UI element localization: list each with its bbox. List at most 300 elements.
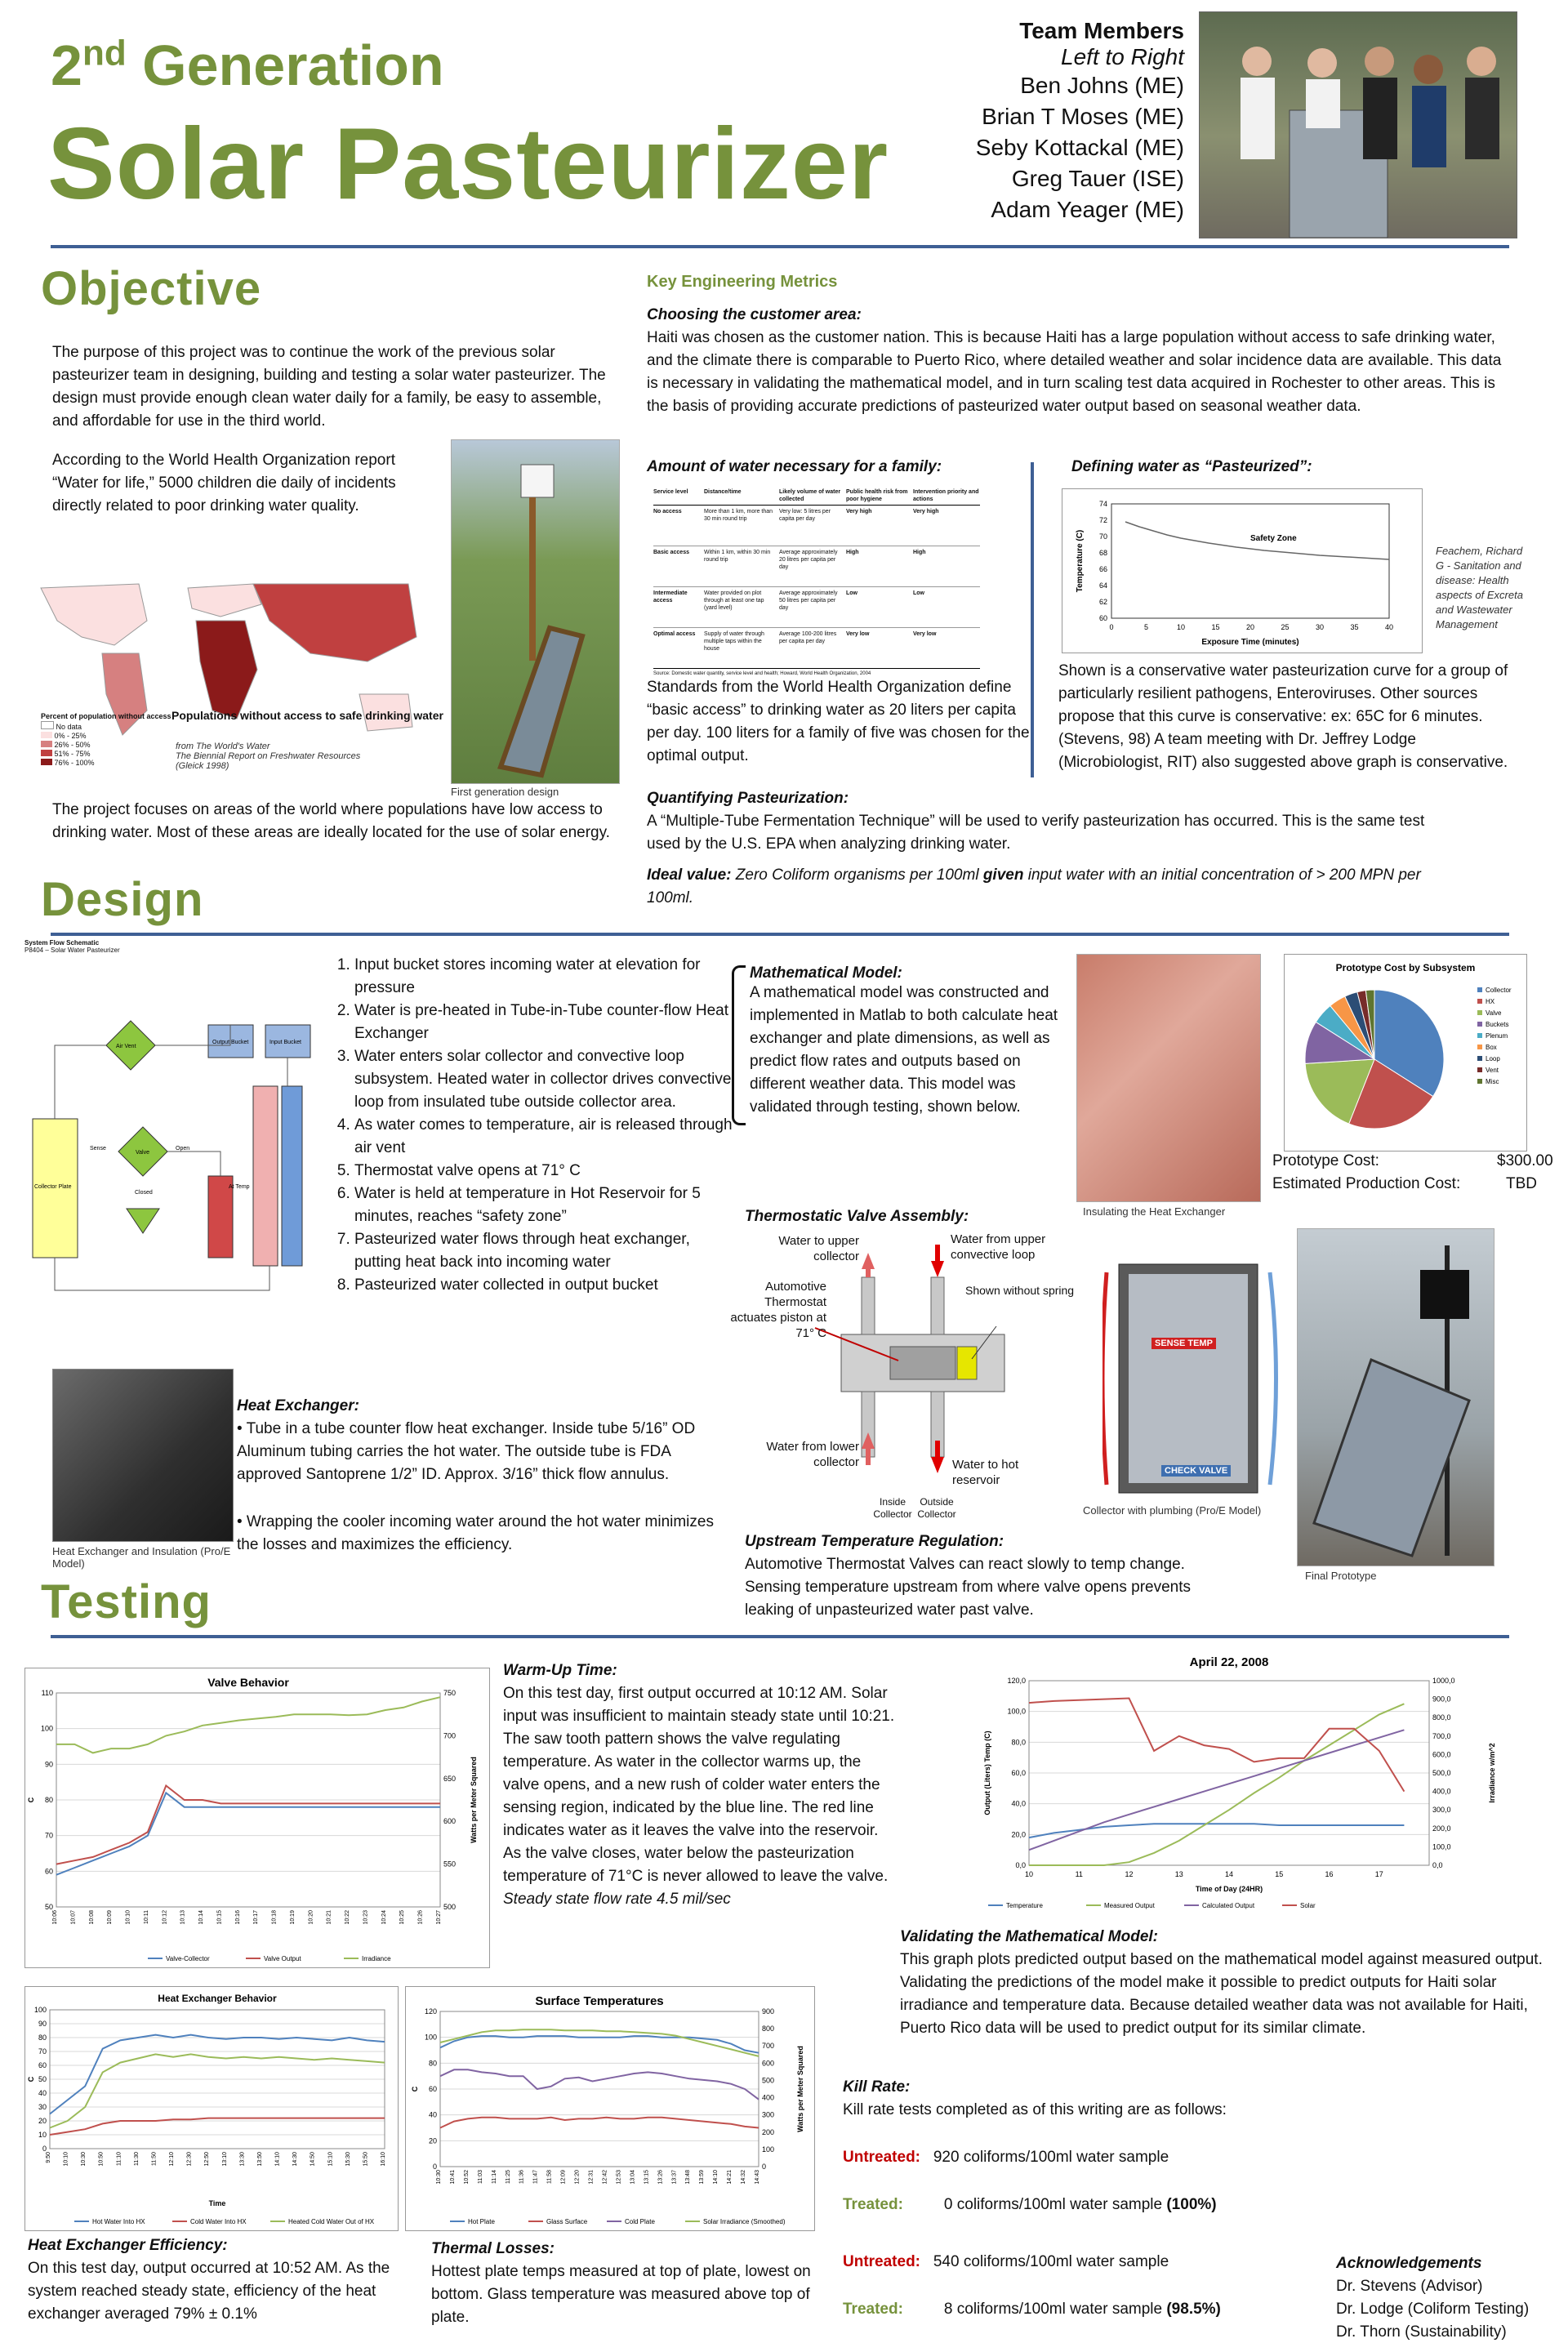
- valve-label-outside: Outside Collector: [917, 1496, 956, 1520]
- hx-title: Heat Exchanger:: [237, 1397, 359, 1414]
- upstream-title: Upstream Temperature Regulation:: [745, 1533, 1004, 1550]
- kill-row-2: [843, 2194, 1217, 2216]
- x-tick-label: 35: [1350, 623, 1359, 631]
- y-tick-label: 50: [44, 1903, 53, 1911]
- series-line-glass-surface: [440, 2118, 759, 2128]
- valve-label-from-upper: Water from upper convective loop: [951, 1232, 1046, 1262]
- thermal-text: Hottest plate temps measured at top of plate, lowest on bottom. Glass temperature was measured above top of plate.: [431, 2263, 811, 2326]
- y2-tick-label: 600: [443, 1817, 457, 1826]
- kill-title: Kill Rate:: [843, 2078, 911, 2096]
- series-line-hot-water-into-hx: [50, 2035, 385, 2114]
- x-tick-label: 10:07: [70, 1910, 77, 1925]
- x-tick-label: 10:21: [326, 1910, 332, 1925]
- x-tick-label: 12:53: [616, 2170, 622, 2185]
- hx-caption: Heat Exchanger and Insulation (Pro/E Model): [52, 1545, 231, 1570]
- sense-temp-label: SENSE TEMP: [1152, 1338, 1216, 1349]
- customer-text: Haiti was chosen as the customer nation. This is because Haiti has a large population without access to safe drinking water, and the climate there is comparable to Puerto Rico, where detailed weather and solar incidence data are available. This data is necessary in validating the mathematical model, and in turn scaling test data acquired in Rochester to other areas. This is the basis of providing accurate predictions of pasteurized water output based on seasonal weather data.: [647, 329, 1502, 415]
- step-1: 1. Input bucket stores incoming water at elevation for pressure: [354, 954, 735, 1000]
- production-cost-value: TBD: [1506, 1175, 1537, 1192]
- y-tick-label: 74: [1098, 500, 1107, 508]
- design-heading: Design: [41, 873, 204, 926]
- y2-tick-label: 550: [443, 1860, 457, 1869]
- ideal-text1: Zero Coliform organisms per 100ml: [731, 866, 983, 884]
- y-axis-label: C: [27, 1797, 35, 1803]
- y-tick-label: 72: [1098, 516, 1107, 524]
- legend-label: Measured Output: [1104, 1902, 1155, 1909]
- prototype-cost-value: $300.00: [1497, 1152, 1553, 1169]
- math-bracket: [732, 965, 746, 1125]
- legend-label: Valve-Collector: [166, 1955, 210, 1962]
- valve-label-to-upper: Water to upper collector: [778, 1234, 859, 1263]
- schematic-label: Output Bucket: [212, 1040, 249, 1045]
- y2-tick-label: 200,0: [1432, 1824, 1451, 1833]
- series-line-temperature: [1029, 1824, 1404, 1838]
- first-gen-graphic: [452, 440, 619, 783]
- hx-behavior-svg: [25, 1987, 398, 2230]
- x-tick-label: 13:37: [671, 2170, 678, 2185]
- testing-heading: Testing: [41, 1575, 212, 1628]
- y-tick-label: 70: [44, 1831, 53, 1840]
- y-tick-label: 100,0: [1007, 1707, 1026, 1716]
- final-prototype-photo: [1297, 1228, 1494, 1566]
- insulating-caption: Insulating the Heat Exchanger: [1083, 1205, 1226, 1218]
- ack-title: Acknowledgements: [1336, 2255, 1482, 2272]
- thermal-title: Thermal Losses:: [431, 2240, 555, 2257]
- y2-tick-label: 400: [762, 2093, 775, 2102]
- valve-label-from-lower: Water from lower collector: [766, 1440, 859, 1469]
- x-tick-label: 13:48: [685, 2170, 692, 2185]
- team-photo-figures: [1200, 12, 1517, 238]
- x-tick-label: 10:14: [198, 1910, 205, 1925]
- y-tick-label: 60: [44, 1867, 53, 1876]
- y2-axis-label: Watts per Meter Squared: [470, 1757, 478, 1843]
- y-axis-label: Output (Liters) Temp (C): [983, 1731, 991, 1815]
- x-tick-label: 11:10: [116, 2152, 122, 2166]
- legend-label: Box: [1486, 1044, 1497, 1051]
- y-tick-label: 20: [38, 2117, 47, 2125]
- x-tick-label: 11:25: [505, 2170, 511, 2184]
- collector-graphic: [1102, 1256, 1290, 1501]
- table-header: Intervention priority and actions: [913, 489, 979, 502]
- x-tick-label: 16:10: [381, 2152, 386, 2167]
- y2-tick-label: 800: [762, 2025, 775, 2034]
- x-tick-label: 11:30: [133, 2152, 140, 2166]
- final-caption: Final Prototype: [1305, 1570, 1377, 1582]
- x-tick-label: 10:06: [52, 1910, 58, 1925]
- x-tick-label: 15: [1211, 623, 1220, 631]
- x-tick-label: 12:20: [574, 2170, 581, 2185]
- x-tick-label: 13:26: [657, 2170, 664, 2185]
- quant-title: Quantifying Pasteurization:: [647, 790, 849, 807]
- y2-axis-label: Watts per Meter Squared: [796, 2046, 804, 2132]
- valve-label-inside: Inside Collector: [873, 1496, 912, 1520]
- pasteurization-ref: Feachem, Richard G - Sanitation and disease: Health aspects of Excreta and Wastewater Management: [1436, 545, 1523, 630]
- x-tick-label: 10:13: [180, 1910, 186, 1925]
- x-tick-label: 13:59: [699, 2170, 706, 2185]
- legend-swatch: [1477, 1067, 1482, 1072]
- header-rule: [51, 245, 1509, 248]
- x-axis-label: Time of Day (24HR): [1195, 1885, 1263, 1893]
- y-tick-label: 40: [38, 2089, 47, 2097]
- x-tick-label: 11:50: [151, 2152, 158, 2166]
- ideal-value: [647, 864, 1431, 910]
- step-6: 6. Water is held at temperature in Hot Reservoir for 5 minutes, reaches “safety zone”: [354, 1183, 735, 1228]
- untreated-label: Untreated:: [843, 2253, 921, 2270]
- x-tick-label: 14:50: [310, 2152, 316, 2167]
- warmup-steady: Steady state flow rate 4.5 mil/sec: [503, 1891, 731, 1908]
- chart-title: Heat Exchanger Behavior: [158, 1993, 277, 2004]
- valve-title: Thermostatic Valve Assembly:: [745, 1208, 969, 1225]
- untreated-label: Untreated:: [843, 2149, 921, 2166]
- y2-tick-label: 800,0: [1432, 1713, 1451, 1722]
- x-tick-label: 14:21: [727, 2170, 733, 2185]
- x-tick-label: 10:27: [436, 1910, 442, 1925]
- step-7: 7. Pasteurized water flows through heat exchanger, putting heat back into incoming water: [354, 1228, 735, 1274]
- math-title: Mathematical Model:: [750, 964, 902, 982]
- map-legend: [41, 712, 172, 768]
- x-tick-label: 10:41: [449, 2170, 456, 2185]
- member-2: Brian T Moses (ME): [982, 104, 1184, 129]
- step-2: 2. Water is pre-heated in Tube-in-Tube counter-flow Heat Exchanger: [354, 1000, 735, 1045]
- legend-swatch: [1477, 999, 1482, 1004]
- hxeff-text: On this test day, output occurred at 10:52 AM. As the system reached steady state, efficiency of the heat exchanger averaged 79% ± 0.1%: [28, 2260, 390, 2323]
- pasteurized-text: Shown is a conservative water pasteurization curve for a group of particularly resilient pathogens, Enteroviruses. Other sources propose that this curve is conservative: ex: 65C for 6 minutes. (Stevens, 98) A team meeting with Dr. Jeffrey Lodge (Microbiologist, RIT) also suggested above graph is conservative.: [1058, 662, 1508, 771]
- y-axis-label: Temperature (C): [1076, 529, 1085, 593]
- metrics-heading: Key Engineering Metrics: [647, 273, 838, 291]
- map-legend-item: 76% - 100%: [41, 759, 172, 768]
- upstream-text: Automotive Thermostat Valves can react slowly to temp change. Sensing temperature upstream from where valve opens prevents leaking of unpasteurized water past valve.: [745, 1556, 1191, 1619]
- legend-label: Hot Water Into HX: [92, 2218, 145, 2225]
- schematic-label: Input Bucket: [270, 1040, 301, 1045]
- y-tick-label: 80: [38, 2034, 47, 2042]
- schematic-label: Closed: [135, 1190, 153, 1196]
- ack-item: Dr. Thorn (Sustainability): [1336, 2323, 1507, 2341]
- x-tick-label: 11:36: [519, 2170, 525, 2184]
- x-tick-label: 10:52: [463, 2170, 470, 2185]
- ideal-given: given: [982, 866, 1024, 884]
- x-tick-label: 12:09: [560, 2170, 567, 2185]
- legend-swatch: [1477, 1056, 1482, 1061]
- x-tick-label: 0: [1109, 623, 1114, 631]
- step-5: 5. Thermostat valve opens at 71° C: [354, 1160, 735, 1183]
- y-tick-label: 20: [428, 2136, 437, 2145]
- y-tick-label: 80: [44, 1796, 53, 1804]
- table-header: Distance/time: [704, 489, 742, 495]
- y-tick-label: 90: [44, 1760, 53, 1769]
- x-tick-label: 14:43: [755, 2170, 760, 2185]
- team-members: [939, 18, 1184, 225]
- warmup-title: Warm-Up Time:: [503, 1662, 617, 1679]
- x-tick-label: 13: [1174, 1870, 1183, 1878]
- y2-tick-label: 750: [443, 1689, 457, 1697]
- table-source: Source: Domestic water quantity, service level and health; Howard, World Health Organization, 2004: [653, 671, 871, 676]
- pasteurization-chart: [1062, 488, 1423, 653]
- pasteurization-chart-svg: [1062, 489, 1422, 653]
- y-axis-label: C: [411, 2086, 419, 2092]
- world-map: [24, 572, 449, 776]
- table-header: Public health risk from poor hygiene: [846, 489, 908, 502]
- x-tick-label: 12:42: [602, 2170, 608, 2185]
- x-tick-label: 16: [1325, 1870, 1334, 1878]
- map-source: from The World's Water The Biennial Report on Freshwater Resources (Gleick 1998): [176, 742, 361, 771]
- untreated-value-2: 540 coliforms/100ml water sample: [933, 2253, 1169, 2270]
- team-sub: Left to Right: [1061, 44, 1184, 69]
- who-table: [653, 488, 980, 676]
- x-tick-label: 11: [1075, 1870, 1083, 1878]
- y-tick-label: 40,0: [1011, 1799, 1026, 1808]
- table-row: Basic access Within 1 km, within 30 min round trip Average approximately 20 litres per capita per day High High: [653, 546, 980, 587]
- hx-model: [52, 1369, 234, 1542]
- y-tick-label: 10: [38, 2131, 47, 2139]
- legend-swatch: [1477, 1033, 1482, 1038]
- y-tick-label: 20,0: [1011, 1830, 1026, 1839]
- table-header: Service level: [653, 489, 688, 495]
- schematic-label: Air Vent: [116, 1044, 136, 1049]
- x-tick-label: 11:03: [477, 2170, 483, 2184]
- x-tick-label: 10:10: [125, 1910, 131, 1925]
- cost-pie-chart: [1284, 954, 1527, 1152]
- legend-label: Heated Cold Water Out of HX: [288, 2218, 375, 2225]
- y-tick-label: 80: [428, 2059, 437, 2068]
- treated-label: Treated:: [843, 2196, 903, 2213]
- x-tick-label: 10:25: [399, 1910, 406, 1925]
- y2-tick-label: 500: [443, 1903, 457, 1911]
- y2-tick-label: 300: [762, 2110, 775, 2119]
- schematic-label: Collector Plate: [34, 1184, 72, 1190]
- y-tick-label: 70: [1098, 532, 1107, 541]
- prototype-cost-row: [1272, 1150, 1566, 1173]
- x-tick-label: 10: [1176, 623, 1186, 631]
- x-tick-label: 13:15: [644, 2170, 650, 2185]
- validate-text: This graph plots predicted output based on the mathematical model against measured output. Validating the predictions of the model make it possible to predict outputs for Haiti solar irradiance and temperature data. Because detailed weather data was not available for Haiti, Puerto Rico data will be used to predict output for its similar climate.: [900, 1951, 1543, 2037]
- check-valve-label: CHECK VALVE: [1161, 1465, 1231, 1477]
- y-tick-label: 60: [428, 2085, 437, 2093]
- y2-tick-label: 600,0: [1432, 1750, 1451, 1759]
- acknowledgements: [1336, 2252, 1565, 2344]
- valve-label-auto: Automotive Thermostat actuates piston at 71° C: [730, 1280, 826, 1340]
- flow-schematic: [24, 939, 335, 1315]
- y-tick-label: 0: [42, 2145, 47, 2153]
- step-4: 4. As water comes to temperature, air is released through air vent: [354, 1114, 735, 1160]
- warmup-body: On this test day, first output occurred at 10:12 AM. Solar input was insufficient to maintain steady state until 10:21. The saw tooth pattern shows the valve regulating temperature. As water in the collector warms up, the valve opens, and a new rush of colder water enters the sensing region, indicated by the blue line. The red line indicates water as it leaves the valve into the reservoir. As the valve closes, water below the pasteurization temperature of 71°C is never allowed to leave the valve.: [503, 1685, 895, 1885]
- customer-title: Choosing the customer area:: [647, 306, 862, 323]
- member-3: Seby Kottackal (ME): [975, 135, 1184, 160]
- objective-heading: Objective: [41, 262, 262, 315]
- member-1: Ben Johns (ME): [1020, 73, 1184, 98]
- x-tick-label: 14: [1224, 1870, 1234, 1878]
- x-tick-label: 14:32: [741, 2170, 747, 2185]
- y-tick-label: 66: [1098, 565, 1107, 573]
- y2-tick-label: 600: [762, 2059, 775, 2068]
- y-tick-label: 60: [1098, 614, 1107, 622]
- prototype-cost-label: Prototype Cost:: [1272, 1152, 1379, 1169]
- x-tick-label: 10:10: [63, 2152, 69, 2167]
- y-tick-label: 120: [424, 2007, 437, 2016]
- legend-label: Buckets: [1486, 1021, 1509, 1028]
- kill-row-4: [843, 2298, 1221, 2321]
- y-tick-label: 90: [38, 2020, 47, 2028]
- y2-tick-label: 900,0: [1432, 1695, 1451, 1704]
- x-axis-label: Time: [208, 2199, 226, 2207]
- metrics-divider: [1031, 462, 1034, 777]
- table-row: Intermediate access Water provided on plot through at least one tap (yard level) Average approximately 50 litres per capita per day Low Low: [653, 587, 980, 628]
- x-tick-label: 10:18: [271, 1910, 278, 1925]
- y-tick-label: 70: [38, 2047, 47, 2056]
- y2-tick-label: 700,0: [1432, 1731, 1451, 1740]
- x-tick-label: 10:15: [216, 1910, 223, 1925]
- x-tick-label: 10:50: [98, 2152, 105, 2167]
- x-tick-label: 20: [1245, 623, 1255, 631]
- map-legend-title: Percent of population without access: [41, 712, 172, 720]
- y2-tick-label: 700: [443, 1731, 457, 1740]
- schematic-label: Open: [176, 1146, 190, 1152]
- y-tick-label: 120,0: [1007, 1677, 1026, 1685]
- x-tick-label: 10:30: [436, 2170, 442, 2185]
- legend-label: Solar: [1300, 1902, 1316, 1909]
- x-tick-label: 12: [1125, 1870, 1134, 1878]
- x-tick-label: 10:17: [253, 1910, 260, 1925]
- x-tick-label: 30: [1315, 623, 1325, 631]
- pasteurized-title: Defining water as “Pasteurized”:: [1071, 458, 1312, 475]
- series-line-valve-collector: [56, 1793, 440, 1874]
- legend-label: Misc: [1486, 1078, 1499, 1085]
- insulating-photo: [1076, 954, 1261, 1202]
- legend-label: Cold Water Into HX: [190, 2218, 247, 2225]
- water-title: Amount of water necessary for a family:: [647, 458, 942, 475]
- x-tick-label: 12:10: [169, 2152, 176, 2167]
- y2-tick-label: 500,0: [1432, 1769, 1451, 1777]
- hx-behavior-chart: [24, 1986, 399, 2231]
- x-tick-label: 5: [1143, 623, 1149, 631]
- math-text: A mathematical model was constructed and implemented in Matlab to both calculate heat exchanger and plate dimensions, as well as predict flow rates and outputs based on different weather data. This model was validated through testing, shown below.: [750, 984, 1058, 1116]
- legend-label: Irradiance: [362, 1955, 391, 1962]
- y-tick-label: 50: [38, 2075, 47, 2083]
- schematic-label: Sense: [90, 1146, 106, 1152]
- generation-heading: 2nd Generation: [51, 33, 444, 97]
- x-tick-label: 12:50: [204, 2152, 211, 2167]
- y-tick-label: 60,0: [1011, 1769, 1026, 1777]
- production-cost-label: Estimated Production Cost:: [1272, 1175, 1461, 1192]
- series-line-solar: [1029, 1699, 1404, 1792]
- y-tick-label: 68: [1098, 549, 1107, 557]
- treated-value-2: 8 coliforms/100ml water sample: [943, 2301, 1167, 2318]
- x-tick-label: 10:20: [308, 1910, 314, 1925]
- schematic-subtitle: P8404 – Solar Water Pasteurizer: [24, 947, 120, 954]
- x-tick-label: 10:22: [345, 1910, 351, 1925]
- hxeff-title: Heat Exchanger Efficiency:: [28, 2237, 228, 2254]
- x-tick-label: 11:14: [491, 2170, 497, 2184]
- y-tick-label: 30: [38, 2103, 47, 2111]
- objective-p3: The project focuses on areas of the world where populations have low access to drinking water. Most of these areas are ideally located for the use of solar energy.: [52, 801, 610, 841]
- x-tick-label: 12:31: [588, 2170, 595, 2185]
- surface-temp-chart: [405, 1986, 815, 2231]
- first-gen-caption: First generation design: [451, 786, 559, 798]
- x-tick-label: 10:19: [289, 1910, 296, 1925]
- y2-tick-label: 900: [762, 2007, 775, 2016]
- final-prototype-graphic: [1298, 1229, 1494, 1566]
- x-tick-label: 25: [1281, 623, 1290, 631]
- x-tick-label: 11:58: [546, 2170, 553, 2184]
- x-tick-label: 10:26: [417, 1910, 424, 1925]
- step-8: 8. Pasteurized water collected in output bucket: [354, 1274, 735, 1297]
- kill-text: Kill rate tests completed as of this writing are as follows:: [843, 2101, 1227, 2118]
- first-gen-photo: [451, 439, 620, 784]
- valve-assembly: [727, 1228, 1086, 1522]
- y2-tick-label: 200: [762, 2127, 775, 2136]
- kill-row-1: [843, 2146, 1169, 2169]
- april-chart-svg: [898, 1648, 1535, 1922]
- team-photo: [1199, 11, 1517, 238]
- warmup-text: [503, 1682, 895, 1911]
- kill-row-3: [843, 2251, 1169, 2274]
- y-tick-label: 80,0: [1011, 1738, 1026, 1747]
- y-tick-label: 62: [1098, 598, 1107, 606]
- x-tick-label: 40: [1384, 623, 1394, 631]
- objective-p1: The purpose of this project was to continue the work of the previous solar pasteurizer team in designing, building and testing a solar water pasteurizer. The design must provide enough clean water daily for a family, be easy to assemble, and affordable for use in the third world.: [52, 344, 606, 430]
- legend-swatch: [1477, 987, 1482, 992]
- x-tick-label: 14:10: [274, 2152, 281, 2167]
- series-line-irradiance: [56, 1697, 440, 1753]
- production-cost-row: [1272, 1173, 1566, 1196]
- member-5: Adam Yeager (ME): [991, 197, 1184, 222]
- map-legend-item: 51% - 75%: [41, 750, 172, 759]
- april-chart: [898, 1648, 1535, 1922]
- y-tick-label: 110: [41, 1689, 53, 1697]
- treated-label: Treated:: [843, 2301, 903, 2318]
- chart-title: Surface Temperatures: [535, 1994, 664, 2008]
- plot-area: [1111, 504, 1389, 618]
- series-line-solar-irradiance-smoothed-: [440, 2029, 759, 2056]
- y2-tick-label: 700: [762, 2042, 775, 2051]
- ack-item: Dr. Lodge (Coliform Testing): [1336, 2301, 1530, 2318]
- table-header: Likely volume of water collected: [779, 489, 841, 502]
- y2-tick-label: 0: [762, 2163, 767, 2171]
- legend-label: Glass Surface: [546, 2218, 588, 2225]
- legend-label: Plenum: [1486, 1032, 1508, 1040]
- x-tick-label: 10:09: [107, 1910, 114, 1925]
- table-row: Optimal access Supply of water through multiple taps within the house Average 100-200 litres per capita per day Very low Very low: [653, 628, 980, 669]
- x-tick-label: 17: [1374, 1870, 1383, 1878]
- valve-behavior-chart: [24, 1668, 490, 1968]
- x-tick-label: 10:16: [234, 1910, 241, 1925]
- y2-tick-label: 0,0: [1432, 1861, 1443, 1869]
- map-legend-item: 0% - 25%: [41, 732, 172, 741]
- treated-value-1: 0 coliforms/100ml water sample: [943, 2196, 1167, 2213]
- x-tick-label: 10:24: [381, 1910, 387, 1925]
- collector-caption: Collector with plumbing (Pro/E Model): [1083, 1504, 1262, 1517]
- x-tick-label: 10: [1024, 1870, 1034, 1878]
- y-tick-label: 100: [33, 2006, 47, 2014]
- legend-swatch: [1477, 1045, 1482, 1049]
- ack-item: Dr. Stevens (Advisor): [1336, 2278, 1483, 2295]
- y2-tick-label: 500: [762, 2076, 775, 2085]
- map-legend-item: No data: [41, 721, 172, 732]
- series-line-cold-plate: [440, 2069, 759, 2099]
- design-steps: [327, 954, 735, 1297]
- treated-pct-1: (100%): [1166, 2196, 1217, 2213]
- y-axis-label: C: [27, 2076, 35, 2082]
- legend-label: Temperature: [1006, 1902, 1043, 1909]
- x-tick-label: 10:08: [88, 1910, 95, 1925]
- design-rule: [51, 933, 1509, 936]
- member-4: Greg Tauer (ISE): [1011, 166, 1184, 191]
- x-tick-label: 14:30: [292, 2152, 299, 2167]
- cost-block: [1272, 1150, 1566, 1196]
- schematic-label: At Temp: [229, 1184, 250, 1190]
- legend-label: Cold Plate: [625, 2218, 655, 2225]
- x-axis-label: Exposure Time (minutes): [1201, 638, 1299, 647]
- map-legend-item: 26% - 50%: [41, 741, 172, 750]
